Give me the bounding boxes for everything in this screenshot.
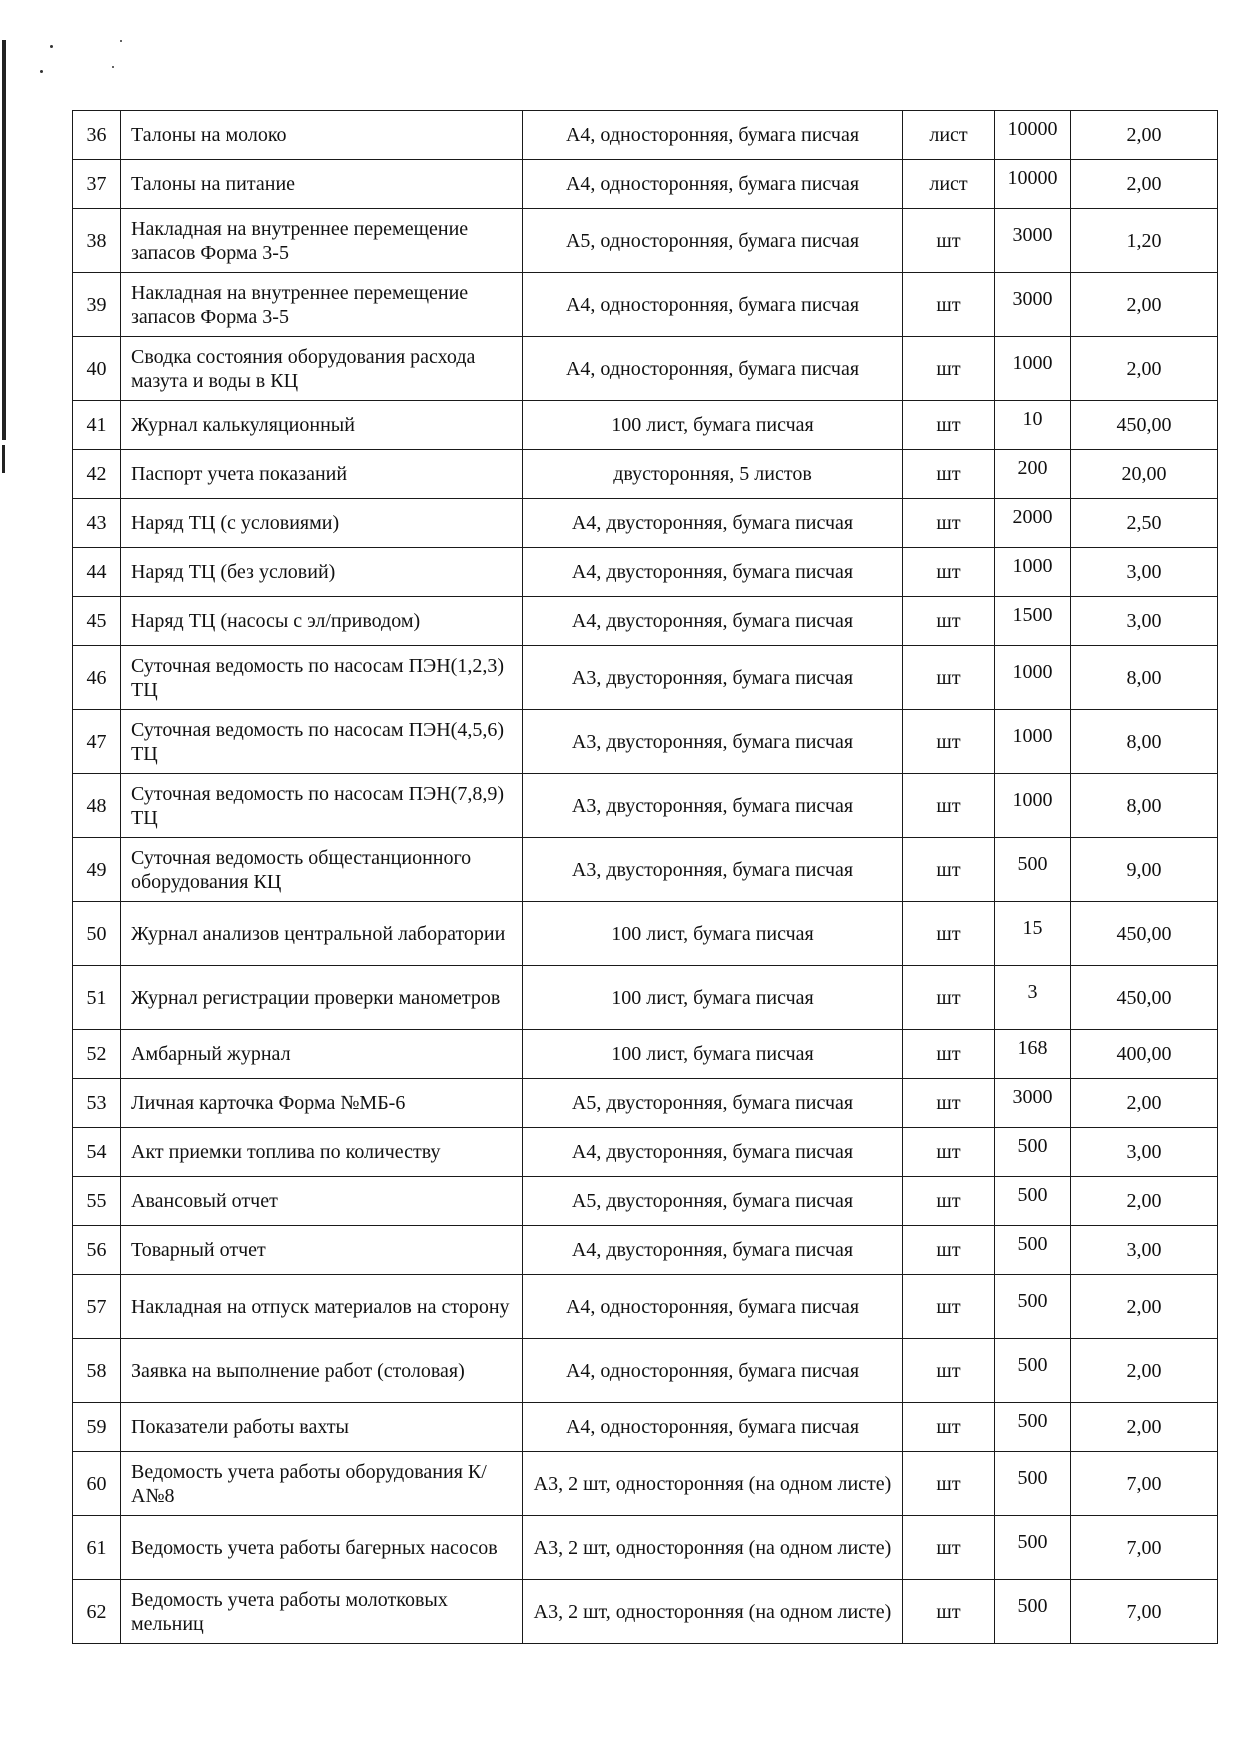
row-quantity-value: 168 — [1017, 1037, 1048, 1059]
table-row — [73, 838, 1218, 902]
row-quantity-value: 10000 — [1007, 118, 1058, 140]
row-quantity — [995, 1128, 1071, 1177]
row-price: 7,00 — [1071, 1580, 1218, 1644]
row-spec: А4, односторонняя, бумага писчая — [523, 1339, 903, 1403]
row-quantity-value: 500 — [1017, 1184, 1048, 1206]
row-quantity — [995, 838, 1071, 902]
row-price: 7,00 — [1071, 1452, 1218, 1516]
table-row — [73, 1275, 1218, 1339]
scan-speck — [40, 70, 43, 73]
row-unit: шт — [903, 209, 995, 273]
row-name: Суточная ведомость по насосам ПЭН(4,5,6) ТЦ — [121, 710, 523, 774]
row-unit: шт — [903, 1177, 995, 1226]
row-number: 44 — [73, 548, 121, 597]
row-spec: А4, односторонняя, бумага писчая — [523, 1403, 903, 1452]
table-row — [73, 1177, 1218, 1226]
row-quantity — [995, 401, 1071, 450]
row-spec: А4, двусторонняя, бумага писчая — [523, 597, 903, 646]
row-number: 36 — [73, 111, 121, 160]
row-quantity-value: 2000 — [1012, 506, 1053, 528]
row-quantity-value: 3000 — [1012, 287, 1053, 310]
row-number: 45 — [73, 597, 121, 646]
row-price: 3,00 — [1071, 548, 1218, 597]
table-row — [73, 450, 1218, 499]
row-quantity-value: 15 — [1022, 916, 1043, 939]
row-name: Ведомость учета работы оборудования К/А№8 — [121, 1452, 523, 1516]
row-quantity — [995, 1452, 1071, 1516]
row-number: 47 — [73, 710, 121, 774]
row-name: Суточная ведомость по насосам ПЭН(1,2,3) ТЦ — [121, 646, 523, 710]
row-number: 56 — [73, 1226, 121, 1275]
table-row — [73, 401, 1218, 450]
row-price: 2,00 — [1071, 337, 1218, 401]
row-name: Суточная ведомость по насосам ПЭН(7,8,9) ТЦ — [121, 774, 523, 838]
row-unit: шт — [903, 966, 995, 1030]
row-spec: 100 лист, бумага писчая — [523, 401, 903, 450]
row-number: 39 — [73, 273, 121, 337]
table-row — [73, 597, 1218, 646]
row-price: 1,20 — [1071, 209, 1218, 273]
row-quantity — [995, 1030, 1071, 1079]
row-name: Ведомость учета работы молотковых мельниц — [121, 1580, 523, 1644]
row-quantity — [995, 1580, 1071, 1644]
row-spec: А4, двусторонняя, бумага писчая — [523, 548, 903, 597]
row-spec: А3, двусторонняя, бумага писчая — [523, 646, 903, 710]
row-quantity-value: 1000 — [1012, 724, 1053, 747]
row-number: 62 — [73, 1580, 121, 1644]
row-price: 2,00 — [1071, 111, 1218, 160]
row-number: 50 — [73, 902, 121, 966]
row-unit: шт — [903, 450, 995, 499]
row-name: Журнал регистрации проверки манометров — [121, 966, 523, 1030]
row-unit: шт — [903, 902, 995, 966]
row-price: 2,00 — [1071, 160, 1218, 209]
items-table — [72, 110, 1218, 1644]
row-number: 52 — [73, 1030, 121, 1079]
row-number: 53 — [73, 1079, 121, 1128]
row-unit: шт — [903, 1128, 995, 1177]
row-unit: шт — [903, 337, 995, 401]
table-row — [73, 273, 1218, 337]
row-unit: шт — [903, 1226, 995, 1275]
row-price: 20,00 — [1071, 450, 1218, 499]
row-price: 2,00 — [1071, 273, 1218, 337]
row-quantity — [995, 160, 1071, 209]
row-quantity — [995, 710, 1071, 774]
scan-speck — [50, 45, 53, 48]
row-name: Товарный отчет — [121, 1226, 523, 1275]
table-row — [73, 1580, 1218, 1644]
row-price: 3,00 — [1071, 1226, 1218, 1275]
row-spec: А4, двусторонняя, бумага писчая — [523, 1128, 903, 1177]
row-quantity — [995, 548, 1071, 597]
row-price: 450,00 — [1071, 902, 1218, 966]
row-quantity-value: 500 — [1017, 1233, 1048, 1255]
row-unit: шт — [903, 646, 995, 710]
row-name: Акт приемки топлива по количеству — [121, 1128, 523, 1177]
row-price: 2,00 — [1071, 1177, 1218, 1226]
row-number: 42 — [73, 450, 121, 499]
row-spec: А4, односторонняя, бумага писчая — [523, 111, 903, 160]
row-name: Наряд ТЦ (без условий) — [121, 548, 523, 597]
row-number: 37 — [73, 160, 121, 209]
row-number: 46 — [73, 646, 121, 710]
row-quantity — [995, 1275, 1071, 1339]
row-name: Личная карточка Форма №МБ-6 — [121, 1079, 523, 1128]
row-quantity-value: 1000 — [1012, 788, 1053, 811]
row-spec: А4, двусторонняя, бумага писчая — [523, 1226, 903, 1275]
row-price: 450,00 — [1071, 966, 1218, 1030]
row-unit: шт — [903, 838, 995, 902]
table-row — [73, 1452, 1218, 1516]
row-unit: лист — [903, 111, 995, 160]
row-price: 400,00 — [1071, 1030, 1218, 1079]
row-number: 55 — [73, 1177, 121, 1226]
row-unit: шт — [903, 1275, 995, 1339]
table-row — [73, 1030, 1218, 1079]
row-number: 49 — [73, 838, 121, 902]
row-unit: шт — [903, 1339, 995, 1403]
row-quantity — [995, 1177, 1071, 1226]
row-unit: шт — [903, 1403, 995, 1452]
row-unit: шт — [903, 401, 995, 450]
row-spec: А4, односторонняя, бумага писчая — [523, 1275, 903, 1339]
row-number: 54 — [73, 1128, 121, 1177]
row-unit: шт — [903, 548, 995, 597]
row-quantity — [995, 450, 1071, 499]
row-price: 450,00 — [1071, 401, 1218, 450]
row-name: Амбарный журнал — [121, 1030, 523, 1079]
row-quantity-value: 500 — [1017, 1289, 1048, 1312]
row-quantity — [995, 111, 1071, 160]
row-number: 58 — [73, 1339, 121, 1403]
scan-speck — [112, 66, 114, 68]
row-name: Суточная ведомость общестанционного оборудования КЦ — [121, 838, 523, 902]
items-table-body — [73, 111, 1218, 1644]
table-row — [73, 1339, 1218, 1403]
row-unit: шт — [903, 1516, 995, 1580]
table-row — [73, 1516, 1218, 1580]
row-name: Сводка состояния оборудования расхода мазута и воды в КЦ — [121, 337, 523, 401]
row-name: Журнал анализов центральной лаборатории — [121, 902, 523, 966]
row-price: 2,00 — [1071, 1275, 1218, 1339]
row-price: 3,00 — [1071, 1128, 1218, 1177]
row-price: 8,00 — [1071, 774, 1218, 838]
row-quantity-value: 500 — [1017, 852, 1048, 875]
row-spec: А5, двусторонняя, бумага писчая — [523, 1079, 903, 1128]
row-price: 2,00 — [1071, 1079, 1218, 1128]
row-unit: шт — [903, 597, 995, 646]
row-name: Ведомость учета работы багерных насосов — [121, 1516, 523, 1580]
row-name: Накладная на отпуск материалов на сторону — [121, 1275, 523, 1339]
row-unit: шт — [903, 1079, 995, 1128]
row-quantity-value: 500 — [1017, 1530, 1048, 1553]
row-name: Талоны на молоко — [121, 111, 523, 160]
row-price: 7,00 — [1071, 1516, 1218, 1580]
row-number: 40 — [73, 337, 121, 401]
row-unit: шт — [903, 774, 995, 838]
row-price: 3,00 — [1071, 597, 1218, 646]
row-spec: А4, двусторонняя, бумага писчая — [523, 499, 903, 548]
table-row — [73, 548, 1218, 597]
row-unit: шт — [903, 273, 995, 337]
row-quantity — [995, 1226, 1071, 1275]
row-quantity-value: 500 — [1017, 1353, 1048, 1376]
row-name: Заявка на выполнение работ (столовая) — [121, 1339, 523, 1403]
row-spec: А4, односторонняя, бумага писчая — [523, 337, 903, 401]
row-quantity — [995, 646, 1071, 710]
row-unit: шт — [903, 1452, 995, 1516]
row-spec: 100 лист, бумага писчая — [523, 966, 903, 1030]
row-spec: А3, двусторонняя, бумага писчая — [523, 838, 903, 902]
row-name: Наряд ТЦ (с условиями) — [121, 499, 523, 548]
row-unit: шт — [903, 1580, 995, 1644]
row-quantity — [995, 902, 1071, 966]
table-row — [73, 646, 1218, 710]
row-quantity-value: 10000 — [1007, 167, 1058, 189]
row-quantity — [995, 1403, 1071, 1452]
row-spec: А4, односторонняя, бумага писчая — [523, 273, 903, 337]
row-quantity-value: 500 — [1017, 1594, 1048, 1617]
table-row — [73, 1403, 1218, 1452]
row-price: 2,00 — [1071, 1403, 1218, 1452]
row-spec: А5, односторонняя, бумага писчая — [523, 209, 903, 273]
row-number: 61 — [73, 1516, 121, 1580]
row-number: 41 — [73, 401, 121, 450]
row-quantity — [995, 966, 1071, 1030]
row-quantity-value: 1500 — [1012, 604, 1053, 626]
scan-edge-mark — [2, 40, 6, 440]
row-spec: двусторонняя, 5 листов — [523, 450, 903, 499]
row-quantity-value: 1000 — [1012, 660, 1053, 683]
row-quantity-value: 1000 — [1012, 351, 1053, 374]
row-quantity — [995, 273, 1071, 337]
table-row — [73, 160, 1218, 209]
row-quantity-value: 10 — [1022, 408, 1043, 430]
table-row — [73, 1079, 1218, 1128]
row-number: 59 — [73, 1403, 121, 1452]
row-quantity-value: 3000 — [1012, 1086, 1053, 1108]
row-quantity — [995, 774, 1071, 838]
row-price: 8,00 — [1071, 710, 1218, 774]
row-quantity — [995, 597, 1071, 646]
row-spec: А3, двусторонняя, бумага писчая — [523, 710, 903, 774]
row-unit: шт — [903, 499, 995, 548]
row-quantity-value: 3 — [1027, 980, 1038, 1003]
row-name: Журнал калькуляционный — [121, 401, 523, 450]
row-name: Накладная на внутреннее перемещение запасов Форма 3-5 — [121, 209, 523, 273]
table-row — [73, 111, 1218, 160]
row-spec: 100 лист, бумага писчая — [523, 902, 903, 966]
row-quantity-value: 200 — [1017, 457, 1048, 479]
row-quantity — [995, 499, 1071, 548]
row-name: Показатели работы вахты — [121, 1403, 523, 1452]
row-quantity — [995, 1516, 1071, 1580]
table-row — [73, 966, 1218, 1030]
table-row — [73, 499, 1218, 548]
row-quantity — [995, 1079, 1071, 1128]
row-spec: А3, 2 шт, односторонняя (на одном листе) — [523, 1516, 903, 1580]
row-name: Авансовый отчет — [121, 1177, 523, 1226]
row-spec: А3, 2 шт, односторонняя (на одном листе) — [523, 1580, 903, 1644]
table-row — [73, 710, 1218, 774]
row-number: 51 — [73, 966, 121, 1030]
table-row — [73, 337, 1218, 401]
row-spec: А5, двусторонняя, бумага писчая — [523, 1177, 903, 1226]
row-quantity-value: 500 — [1017, 1410, 1048, 1432]
row-name: Наряд ТЦ (насосы с эл/приводом) — [121, 597, 523, 646]
scan-speck — [120, 40, 122, 42]
row-quantity-value: 500 — [1017, 1135, 1048, 1157]
row-quantity-value: 1000 — [1012, 555, 1053, 577]
row-spec: А3, двусторонняя, бумага писчая — [523, 774, 903, 838]
row-unit: лист — [903, 160, 995, 209]
row-price: 2,00 — [1071, 1339, 1218, 1403]
row-number: 48 — [73, 774, 121, 838]
row-price: 8,00 — [1071, 646, 1218, 710]
row-quantity-value: 500 — [1017, 1466, 1048, 1489]
table-row — [73, 1128, 1218, 1177]
row-price: 9,00 — [1071, 838, 1218, 902]
row-name: Накладная на внутреннее перемещение запасов Форма 3-5 — [121, 273, 523, 337]
row-quantity — [995, 1339, 1071, 1403]
row-unit: шт — [903, 710, 995, 774]
table-row — [73, 774, 1218, 838]
scan-edge-mark — [2, 445, 5, 473]
row-number: 57 — [73, 1275, 121, 1339]
row-name: Талоны на питание — [121, 160, 523, 209]
row-number: 38 — [73, 209, 121, 273]
row-spec: 100 лист, бумага писчая — [523, 1030, 903, 1079]
row-quantity-value: 3000 — [1012, 223, 1053, 246]
table-row — [73, 1226, 1218, 1275]
row-name: Паспорт учета показаний — [121, 450, 523, 499]
row-number: 43 — [73, 499, 121, 548]
row-unit: шт — [903, 1030, 995, 1079]
table-row — [73, 209, 1218, 273]
row-quantity — [995, 209, 1071, 273]
row-spec: А4, односторонняя, бумага писчая — [523, 160, 903, 209]
row-price: 2,50 — [1071, 499, 1218, 548]
row-quantity — [995, 337, 1071, 401]
table-row — [73, 902, 1218, 966]
row-spec: А3, 2 шт, односторонняя (на одном листе) — [523, 1452, 903, 1516]
row-number: 60 — [73, 1452, 121, 1516]
